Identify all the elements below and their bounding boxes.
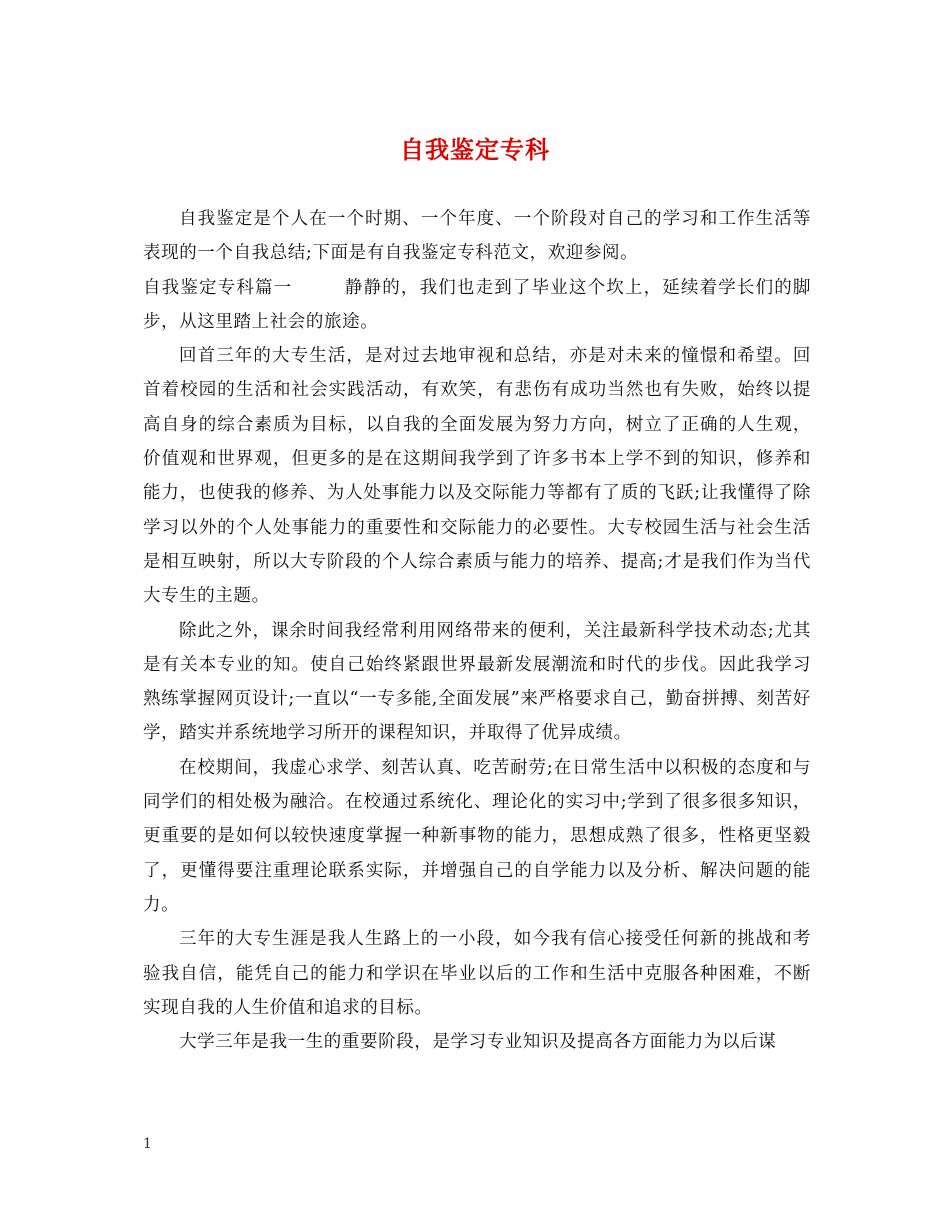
- section-label: 自我鉴定专科篇一: [143, 277, 293, 298]
- section-paragraph: [143, 271, 811, 340]
- body-paragraph-4: 三年的大专生涯是我人生路上的一小段，如今我有信心接受任何新的挑战和考验我自信，能凭自己的能力和学识在毕业以后的工作和生活中克服各种困难，不断实现自我的人生价值和追求的目标。: [143, 929, 811, 1018]
- page-number: 1: [143, 1136, 152, 1152]
- body-paragraph-3: 在校期间，我虚心求学、刻苦认真、吃苦耐劳;在日常生活中以积极的态度和与同学们的相处极为融洽。在校通过系统化、理论化的实习中;学到了很多很多知识，更重要的是如何以较快速度掌握一种新事物的能力，思想成熟了很多，性格更坚毅了，更懂得要注重理论联系实际，并增强自己的自学能力以及分析、解决问题的能力。: [143, 757, 811, 915]
- body-paragraph-1: 回首三年的大专生活，是对过去地审视和总结，亦是对未来的憧憬和希望。回首着校园的生活和社会实践活动，有欢笑，有悲伤有成功当然也有失败，始终以提高自身的综合素质为目标，以自我的全面发展为努力方向，树立了正确的人生观，价值观和世界观，但更多的是在这期间我学到了许多书本上学不到的知识，修养和能力，也使我的修养、为人处事能力以及交际能力等都有了质的飞跃;让我懂得了除学习以外的个人处事能力的重要性和交际能力的必要性。大专校园生活与社会生活是相互映射，所以大专阶段的个人综合素质与能力的培养、提高;才是我们作为当代大专生的主题。: [143, 346, 811, 607]
- intro-paragraph: 自我鉴定是个人在一个时期、一个年度、一个阶段对自己的学习和工作生活等表现的一个自我总结;下面是有自我鉴定专科范文，欢迎参阅。: [143, 209, 811, 264]
- document-body: [143, 202, 811, 1059]
- body-paragraph-5: 大学三年是我一生的重要阶段，是学习专业知识及提高各方面能力为以后谋: [179, 1032, 777, 1053]
- body-paragraph-2: 除此之外，课余时间我经常利用网络带来的便利，关注最新科学技术动态;尤其是有关本专业的知。使自己始终紧跟世界最新发展潮流和时代的步伐。因此我学习熟练掌握网页设计;一直以“一专多能,全面发展”来严格要求自己，勤奋拼搏、刻苦好学，踏实并系统地学习所开的课程知识，并取得了优异成绩。: [143, 620, 811, 744]
- section-text: 静静的，我们也走到了毕业这个坎上，延续着学长们的脚步，从这里踏上社会的旅途。: [143, 277, 811, 332]
- document-title: 自我鉴定专科: [400, 135, 550, 164]
